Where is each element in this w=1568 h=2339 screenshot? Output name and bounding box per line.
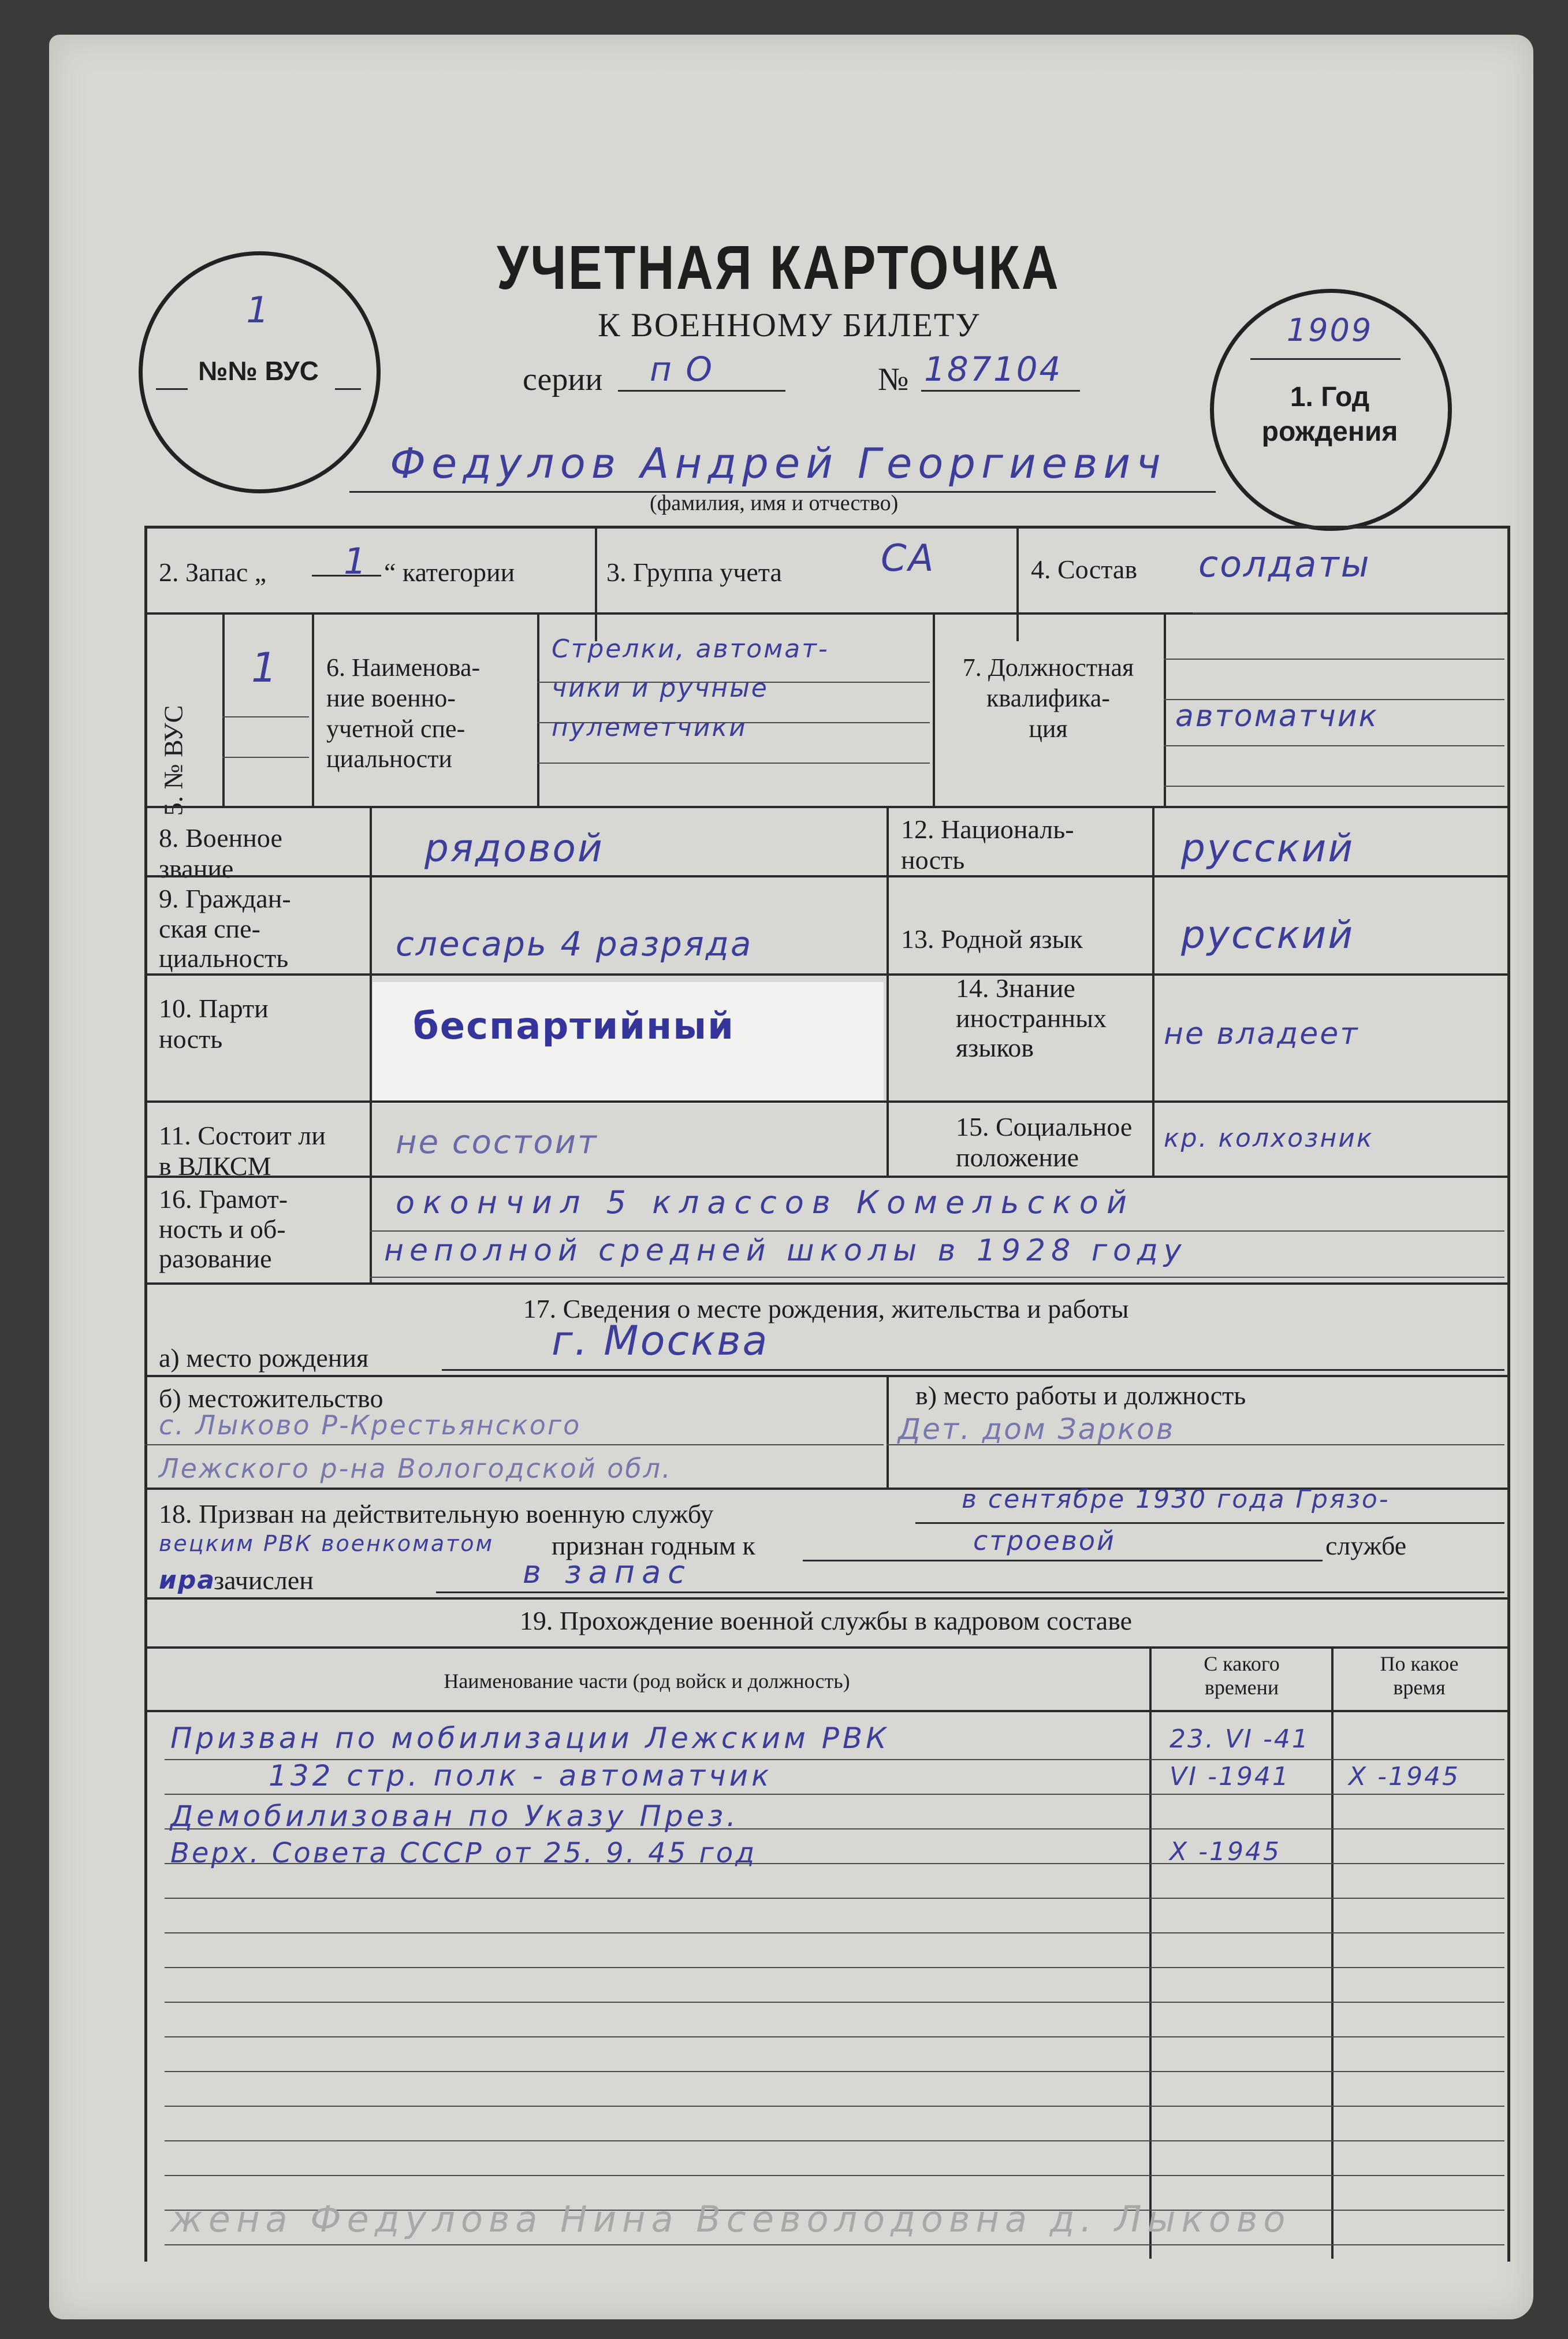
fit-for-value: строевой <box>973 1525 1116 1556</box>
native-language-label: 13. Родной язык <box>901 924 1083 954</box>
komsomol-label: 11. Состоит ли в ВЛКСМ <box>159 1121 326 1181</box>
section-17-title: 17. Сведения о месте рождения, жительства и работы <box>523 1294 1129 1323</box>
party-label: 10. Парти ность <box>159 994 269 1054</box>
col-from-header: С какого времени <box>1204 1652 1280 1700</box>
service-row-from: 23. VI -41 <box>1170 1724 1310 1754</box>
col-unit-header: Наименование части (род войск и должность) <box>444 1669 850 1693</box>
number-label: № <box>878 362 909 397</box>
card-title: УЧЕТНАЯ КАРТОЧКА <box>497 232 1061 302</box>
vus-number-value: 1 <box>251 644 279 691</box>
birthplace-label: а) место рождения <box>159 1343 369 1373</box>
birth-year-label-2: рождения <box>1261 417 1398 447</box>
fit-for-label: признан годным к <box>552 1531 755 1560</box>
foreign-language-label: 14. Знание иностранных языков <box>956 973 1107 1063</box>
vus-circle-label: №№ ВУС <box>198 356 319 386</box>
section-18-commissariat: вецким РВК военкоматом <box>159 1531 494 1556</box>
full-name-value: Федулов Андрей Георгиевич <box>390 439 1167 488</box>
reserve-label: 2. Запас „ <box>159 557 267 587</box>
qualification-label: 7. Должностная квалифика- ция <box>962 653 1134 743</box>
nationality-value: русский <box>1181 826 1355 871</box>
foreign-language-value: не владеет <box>1164 1017 1360 1051</box>
native-language-value: русский <box>1181 913 1355 957</box>
vus-circle-value: 1 <box>246 289 271 331</box>
service-row-unit: 132 стр. полк - автоматчик <box>269 1759 773 1793</box>
service-row-unit: Призван по мобилизации Лежским РВК <box>170 1721 890 1755</box>
party-value: беспартийный <box>413 1005 735 1048</box>
social-status-label: 15. Социальное положение <box>956 1112 1133 1172</box>
residence-value-line-1: с. Лыково Р-Крестьянского <box>159 1410 582 1441</box>
group-label: 3. Группа учета <box>606 557 782 587</box>
vus-number-label: 5. № ВУС <box>158 705 188 816</box>
service-row-unit: Демобилизован по Указу През. <box>170 1799 739 1833</box>
education-value-line-2: неполной средней школы в 1928 году <box>384 1233 1187 1268</box>
section-18-label: 18. Призван на действительную военную службу <box>159 1499 714 1529</box>
footer-note: жена Федулова Нина Всеволодовна д. Лыково <box>170 2198 1291 2240</box>
spec-value: Стрелки, автомат- чики и ручные пулеметчики <box>552 634 829 743</box>
residence-value-line-2: Лежского р-на Вологодской обл. <box>159 1453 672 1484</box>
workplace-value: Дет. дом Зарков <box>898 1412 1175 1446</box>
residence-label: б) местожительство <box>159 1384 383 1413</box>
section-19-title: 19. Прохождение военной службы в кадровом составе <box>519 1606 1133 1635</box>
enlisted-prefix: ира <box>159 1565 216 1595</box>
birth-year-value: 1909 <box>1286 312 1373 348</box>
number-value: 187104 <box>924 349 1063 389</box>
komsomol-value: не состоит <box>396 1124 598 1161</box>
staff-value: солдаты <box>1198 543 1371 585</box>
spec-label: 6. Наименова- ние военно- учетной спе- циальности <box>326 653 481 774</box>
education-label: 16. Грамот- ность и об- разование <box>159 1184 288 1274</box>
section-18-call-date: в сентябре 1930 года Грязо- <box>962 1485 1390 1514</box>
card-subtitle: К ВОЕННОМУ БИЛЕТУ <box>598 306 981 344</box>
workplace-label: в) место работы и должность <box>915 1381 1246 1410</box>
enlisted-label: зачислен <box>214 1565 314 1595</box>
group-value: СА <box>881 537 936 580</box>
rank-value: рядовой <box>424 826 604 871</box>
nationality-label: 12. Националь- ность <box>901 815 1074 875</box>
staff-label: 4. Состав <box>1031 555 1138 584</box>
reserve-value: 1 <box>344 540 368 582</box>
military-record-card <box>49 35 1533 2319</box>
education-value-line-1: окончил 5 классов Комельской <box>396 1184 1135 1221</box>
series-value: п О <box>650 349 714 389</box>
social-status-value: кр. колхозник <box>1164 1124 1374 1153</box>
birth-year-label-1: 1. Год <box>1290 382 1370 412</box>
service-row-from: VI -1941 <box>1170 1762 1290 1791</box>
service-row-to: X -1945 <box>1349 1762 1460 1791</box>
reserve-suffix: “ категории <box>384 557 515 587</box>
col-to-header: По какое время <box>1380 1652 1459 1700</box>
series-label: серии <box>523 362 603 397</box>
qualification-value: автоматчик <box>1175 699 1379 734</box>
service-row-from: X -1945 <box>1170 1837 1281 1866</box>
rank-label: 8. Военное звание <box>159 823 282 883</box>
full-name-caption: (фамилия, имя и отчество) <box>650 491 899 515</box>
service-suffix: службе <box>1325 1531 1407 1560</box>
civil-specialty-value: слесарь 4 разряда <box>396 924 753 964</box>
birthplace-value: г. Москва <box>552 1317 769 1364</box>
civil-specialty-label: 9. Граждан- ская спе- циальность <box>159 884 291 973</box>
service-row-unit: Верх. Совета СССР от 25. 9. 45 год <box>170 1837 757 1869</box>
enlisted-value: в запас <box>523 1554 692 1590</box>
